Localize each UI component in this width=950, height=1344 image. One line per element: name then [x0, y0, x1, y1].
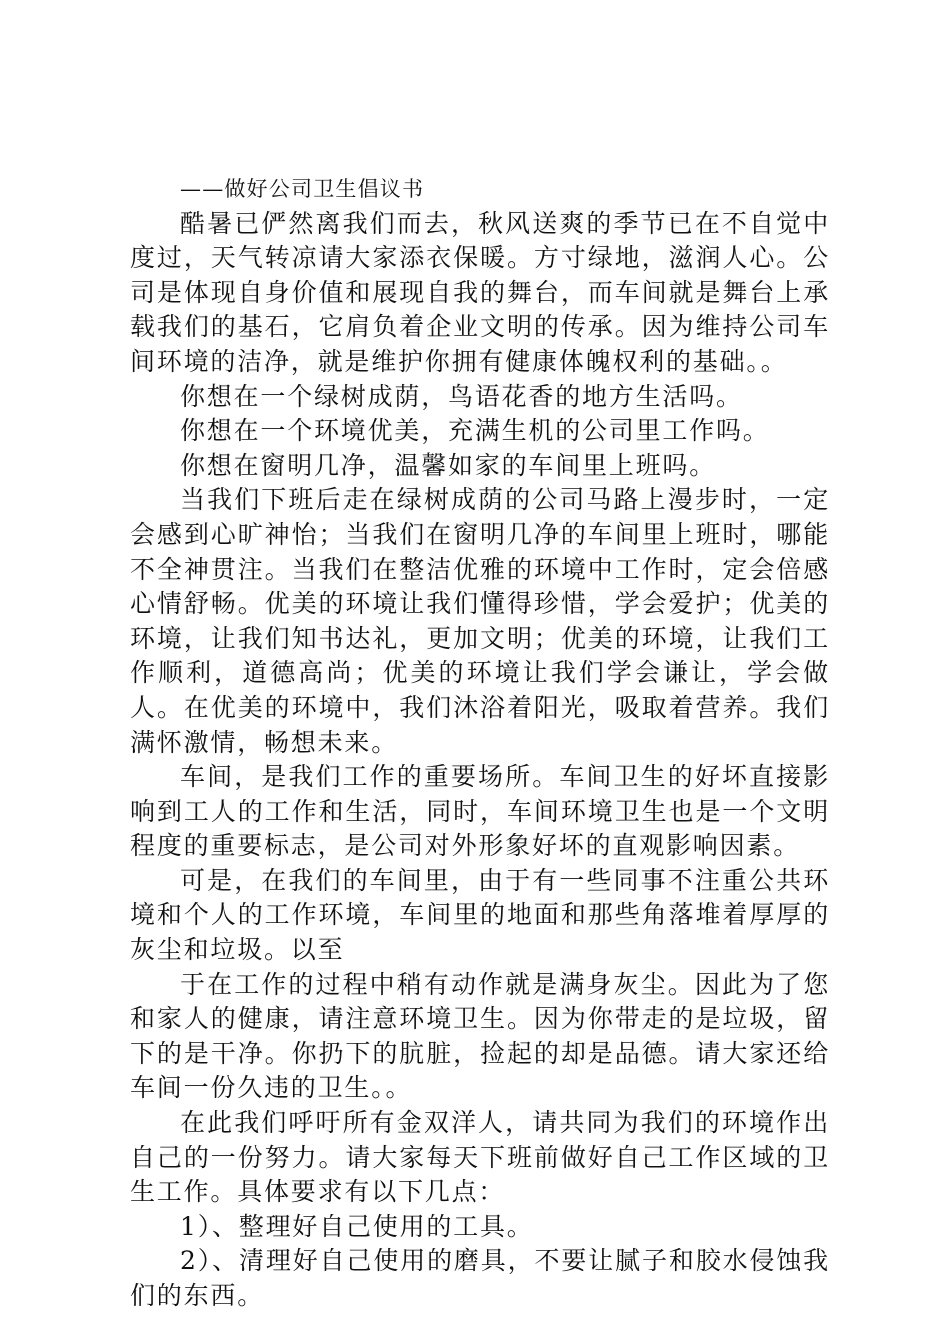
list-item-2: 2）、清理好自己使用的磨具，不要让腻子和胶水侵蚀我们的东西。: [130, 1246, 830, 1310]
paragraph-question-1: 你想在一个绿树成荫，鸟语花香的地方生活吗。: [180, 381, 743, 411]
paragraph-intro: 酷暑已俨然离我们而去，秋风送爽的季节已在不自觉中度过，天气转凉请大家添衣保暖。方寸绿地，滋润人心。公司是体现自身价值和展现自我的舞台，而车间就是舞台上承载我们的基石，它肩负着企业文明的传承。因为维持公司车间环境的洁净，就是维护你拥有健康体魄权利的基础。。: [130, 208, 830, 376]
list-item-1: 1）、整理好自己使用的工具。: [180, 1211, 534, 1241]
paragraph-problem: 可是，在我们的车间里，由于有一些同事不注重公共环境和个人的工作环境，车间里的地面和那些角落堆着厚厚的灰尘和垃圾。以至: [130, 865, 830, 965]
paragraph-question-2: 你想在一个环境优美，充满生机的公司里工作吗。: [180, 416, 770, 446]
paragraph-question-3: 你想在窗明几净，温馨如家的车间里上班吗。: [180, 450, 717, 480]
document-title: ——做好公司卫生倡议书: [180, 177, 425, 201]
paragraph-workshop: 车间，是我们工作的重要场所。车间卫生的好坏直接影响到工人的工作和生活，同时，车间环境卫生也是一个文明程度的重要标志，是公司对外形象好坏的直观影响因素。: [130, 762, 830, 861]
paragraph-environment: 当我们下班后走在绿树成荫的公司马路上漫步时，一定会感到心旷神怡；当我们在窗明几净的车间里上班时，哪能不全神贯注。当我们在整洁优雅的环境中工作时，定会倍感心情舒畅。优美的环境让我们懂得珍惜，学会爱护；优美的环境，让我们知书达礼，更加文明；优美的环境，让我们工作顺利，道德高尚；优美的环境让我们学会谦让，学会做人。在优美的环境中，我们沐浴着阳光，吸取着营养。我们满怀激情，畅想未来。: [130, 485, 830, 757]
paragraph-appeal: 在此我们呼吁所有金双洋人，请共同为我们的环境作出自己的一份努力。请大家每天下班前做好自己工作区域的卫生工作。具体要求有以下几点：: [130, 1108, 830, 1207]
paragraph-problem-cont: 于在工作的过程中稍有动作就是满身灰尘。因此为了您和家人的健康，请注意环境卫生。因为你带走的是垃圾，留下的是干净。你扔下的肮脏，捡起的却是品德。请大家还给车间一份久违的卫生。。: [130, 969, 830, 1103]
document-body: [130, 172, 830, 1314]
